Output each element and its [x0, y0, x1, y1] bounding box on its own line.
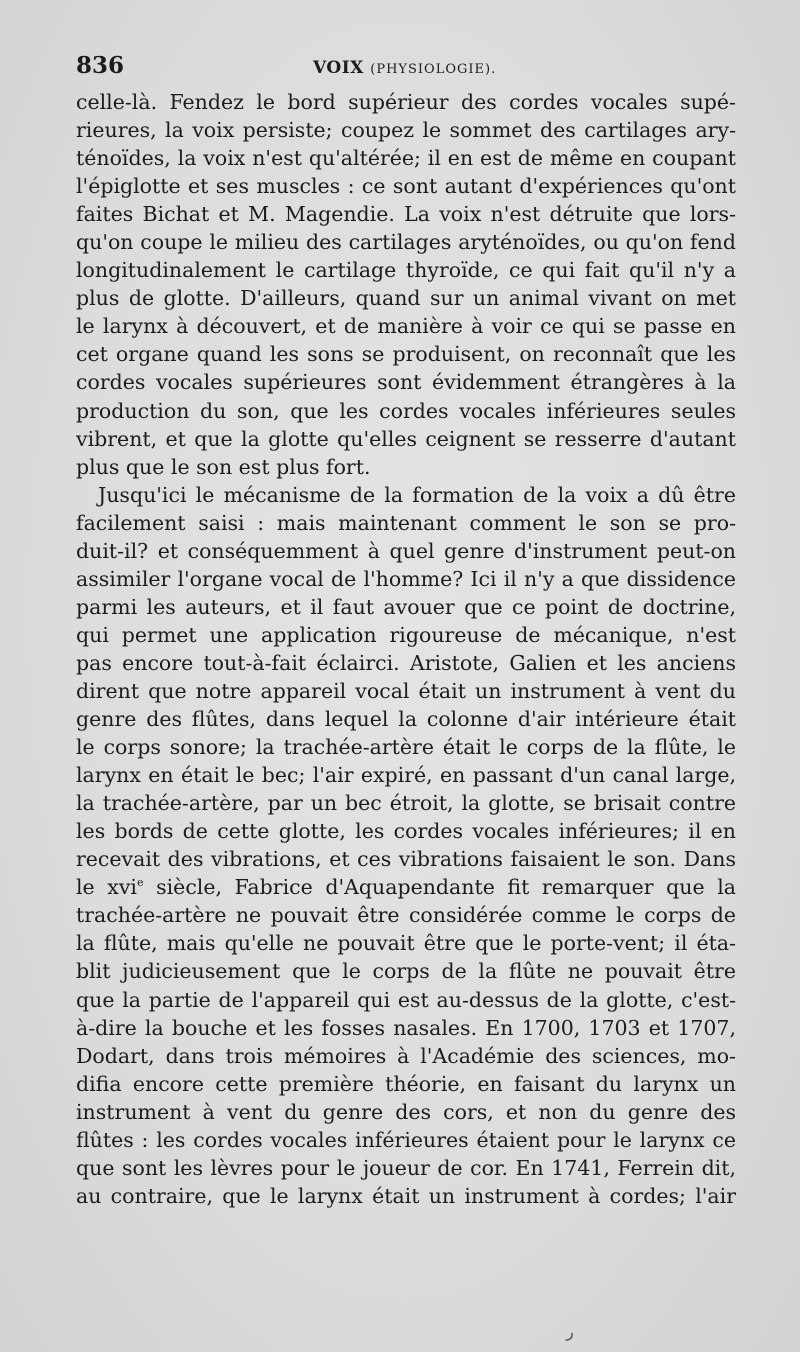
text-line: trachée-artère ne pouvait être considérée comme le corps de: [76, 903, 736, 928]
text-line: au contraire, que le larynx était un instrument à cordes; l'air: [76, 1183, 736, 1208]
text-line: dirent que notre appareil vocal était un instrument à vent du: [76, 678, 736, 703]
text-line: facilement saisi : mais maintenant comment le son se pro-: [76, 510, 736, 535]
text-line: cet organe quand les sons se produisent, on reconnaît que les: [76, 342, 736, 367]
century-line-rest: siècle, Fabrice d'Aquapendante fit remarquer que la: [156, 875, 736, 900]
text-line: la trachée-artère, par un bec étroit, la glotte, se brisait contre: [76, 791, 736, 816]
text-line: vibrent, et que la glotte qu'elles ceignent se resserre d'autant: [76, 426, 736, 451]
text-line: recevait des vibrations, et ces vibrations faisaient le son. Dans: [76, 847, 736, 872]
text-line: cordes vocales supérieures sont évidemment étrangères à la: [76, 370, 736, 395]
paragraph-start-line: Jusqu'ici le mécanisme de la formation de la voix a dû être: [98, 482, 736, 507]
text-line: à-dire la bouche et les fosses nasales. En 1700, 1703 et 1707,: [76, 1015, 736, 1040]
body-text: [76, 88, 736, 1210]
century-prefix: le xvi: [76, 875, 137, 900]
text-line: instrument à vent du genre des cors, et non du genre des: [76, 1099, 736, 1124]
stray-ink-mark: ر: [566, 1322, 574, 1341]
century-line: [76, 873, 736, 901]
running-head-main: VOIX: [313, 58, 364, 78]
text-line: les bords de cette glotte, les cordes vocales inférieures; il en: [76, 819, 736, 844]
century-superscript: e: [136, 876, 144, 890]
text-line: que la partie de l'appareil qui est au-dessus de la glotte, c'est-: [76, 987, 736, 1012]
page-header: [76, 52, 736, 86]
text-line: longitudinalement le cartilage thyroïde, ce qui fait qu'il n'y a: [76, 258, 736, 283]
text-line: duit-il? et conséquemment à quel genre d'instrument peut-on: [76, 538, 736, 563]
text-line: celle-là. Fendez le bord supérieur des cordes vocales supé-: [76, 90, 736, 114]
text-line: faites Bichat et M. Magendie. La voix n'est détruite que lors-: [76, 202, 736, 227]
text-line: le corps sonore; la trachée-artère était le corps de la flûte, le: [76, 735, 736, 760]
text-line: plus de glotte. D'ailleurs, quand sur un animal vivant on met: [76, 286, 736, 311]
text-line: pas encore tout-à-fait éclairci. Aristote, Galien et les anciens: [76, 650, 736, 675]
text-line: rieures, la voix persiste; coupez le sommet des cartilages ary-: [76, 118, 736, 143]
text-line: blit judicieusement que le corps de la flûte ne pouvait être: [76, 959, 736, 984]
text-line: la flûte, mais qu'elle ne pouvait être que le porte-vent; il éta-: [76, 931, 736, 956]
text-line: qui permet une application rigoureuse de mécanique, n'est: [76, 622, 736, 647]
text-line: production du son, que les cordes vocales inférieures seules: [76, 398, 736, 423]
text-line: larynx en était le bec; l'air expiré, en passant d'un canal large,: [76, 763, 736, 788]
text-line: l'épiglotte et ses muscles : ce sont autant d'expériences qu'ont: [76, 174, 736, 199]
text-line: flûtes : les cordes vocales inférieures étaient pour le larynx ce: [76, 1127, 736, 1152]
text-line: ténoïdes, la voix n'est qu'altérée; il en est de même en coupant: [76, 146, 736, 171]
text-line: assimiler l'organe vocal de l'homme? Ici il n'y a que dissidence: [76, 566, 736, 591]
text-line: le larynx à découvert, et de manière à voir ce qui se passe en: [76, 314, 736, 339]
text-line: difia encore cette première théorie, en faisant du larynx un: [76, 1071, 736, 1096]
text-line: genre des flûtes, dans lequel la colonne d'air intérieure était: [76, 707, 736, 732]
running-head: [313, 58, 496, 78]
text-line: que sont les lèvres pour le joueur de cor. En 1741, Ferrein dit,: [76, 1155, 736, 1180]
text-line: Dodart, dans trois mémoires à l'Académie des sciences, mo-: [76, 1043, 736, 1068]
running-head-sub: (PHYSIOLOGIE).: [370, 62, 497, 77]
text-line: qu'on coupe le milieu des cartilages aryténoïdes, ou qu'on fend: [76, 230, 736, 255]
paragraph-end-line: plus que le son est plus fort.: [76, 454, 371, 479]
text-line: parmi les auteurs, et il faut avouer que ce point de doctrine,: [76, 594, 736, 619]
page-number: 836: [76, 52, 125, 79]
